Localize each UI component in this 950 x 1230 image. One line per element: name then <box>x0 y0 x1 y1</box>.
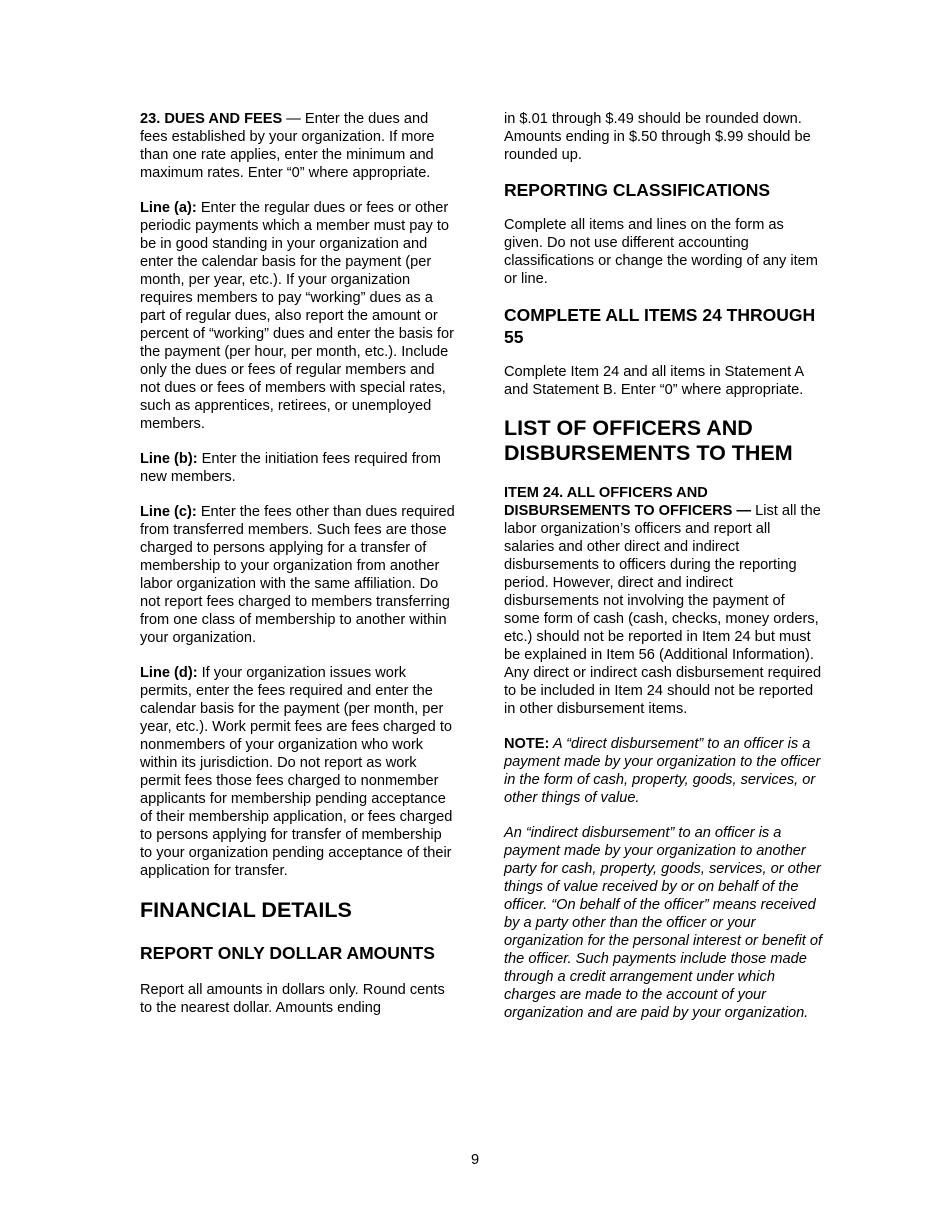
complete-all-items-text: Complete Item 24 and all items in Statement A and Statement B. Enter “0” where appropriate. <box>504 364 804 398</box>
financial-details-heading: FINANCIAL DETAILS <box>140 898 352 922</box>
item-23-text: — Enter the dues and fees established by your organization. If more than one rate applies, enter the minimum and maximum rates. Enter “0” where appropriate. <box>140 111 435 181</box>
right-column <box>504 110 824 1039</box>
list-of-officers-heading: LIST OF OFFICERS AND DISBURSEMENTS TO THEM <box>504 416 793 465</box>
line-a-text: Enter the regular dues or fees or other periodic payments which a member must pay to be in good standing in your organization and enter the calendar basis for the payment (per month, per year, etc.). If your organization requires members to pay “working” dues as a part of regular dues, also report the amount or percent of “working” dues and enter the basis for the payment (per hour, per month, etc.). Include only the dues or fees of regular members and not dues or fees of members with special rates, such as apprentices, retirees, or unemployed members. <box>140 200 454 432</box>
item-23-heading: 23. DUES AND FEES <box>140 111 283 127</box>
item-23-paragraph <box>140 110 455 182</box>
item-24-heading: ITEM 24. ALL OFFICERS AND DISBURSEMENTS TO OFFICERS — <box>504 485 752 519</box>
line-b-text: Enter the initiation fees required from new members. <box>140 451 441 485</box>
line-d-paragraph <box>140 664 455 880</box>
page-number: 9 <box>470 1152 480 1168</box>
reporting-classifications-heading: REPORTING CLASSIFICATIONS <box>504 180 771 200</box>
line-b-label: Line (b): <box>140 451 198 467</box>
note-text: A “direct disbursement” to an officer is a payment made by your organization to the officer in the form of cash, property, goods, services, or other things of value. <box>504 736 821 806</box>
report-only-dollar-amounts-heading: REPORT ONLY DOLLAR AMOUNTS <box>140 943 435 963</box>
line-c-label: Line (c): <box>140 504 197 520</box>
line-a-label: Line (a): <box>140 200 197 216</box>
indirect-disbursement-paragraph: An “indirect disbursement” to an officer is a payment made by your organization to another party for cash, property, goods, services, or other things of value received by or on behalf of the officer. “On behalf of the officer” means received by a party other than the officer or your organization for the personal interest or benefit of the officer. Such payments include those made through a credit arrangement under which charges are made to the account of your organization and are paid by your organization. <box>504 825 823 1021</box>
note-label: NOTE: <box>504 736 550 752</box>
item-24-text: List all the labor organization’s officers and report all salaries and other direct and indirect disbursements to officers during the reporting period. However, direct and indirect disbursements not involving the payment of some form of cash (cash, checks, money orders, etc.) should not be reported in Item 24 but must be explained in Item 56 (Additional Information). Any direct or indirect cash disbursement required to be included in Item 24 should not be reported in other disbursement items. <box>504 503 822 717</box>
report-only-text: Report all amounts in dollars only. Round cents to the nearest dollar. Amounts ending <box>140 982 445 1016</box>
line-a-paragraph <box>140 199 455 433</box>
line-c-paragraph <box>140 503 455 647</box>
report-only-text-continued: in $.01 through $.49 should be rounded down. Amounts ending in $.50 through $.99 should be rounded up. <box>504 111 811 163</box>
reporting-classifications-text: Complete all items and lines on the form as given. Do not use different accounting classifications or change the wording of any item or line. <box>504 217 818 287</box>
left-column <box>140 110 455 1034</box>
line-d-text: If your organization issues work permits, enter the fees required and enter the calendar basis for the payment (per month, per year, etc.). Work permit fees are fees charged to nonmembers of your organization who work within its jurisdiction. Do not report as work permit fees those fees charged to nonmember applicants for membership pending acceptance of their membership application, or fees charged to persons applying for transfer of membership to your organization pending acceptance of their application for transfer. <box>140 665 453 879</box>
line-d-label: Line (d): <box>140 665 198 681</box>
line-b-paragraph <box>140 450 455 486</box>
line-c-text: Enter the fees other than dues required from transferred members. Such fees are those charged to persons applying for a transfer of membership to your organization from another labor organization with the same affiliation. Do not report fees charged to members transferring from one class of membership to another within your organization. <box>140 504 455 646</box>
complete-all-items-heading: COMPLETE ALL ITEMS 24 THROUGH 55 <box>504 305 816 347</box>
item-24-paragraph <box>504 484 824 718</box>
note-paragraph <box>504 735 824 807</box>
